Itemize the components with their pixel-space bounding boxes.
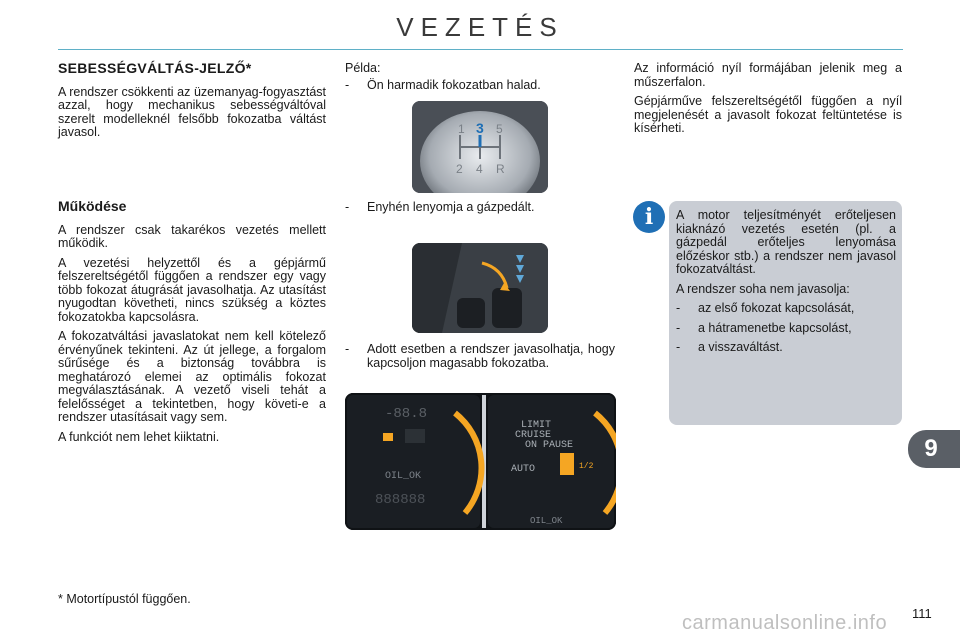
dash-odometer: 888888: [375, 492, 426, 508]
gear-knob-image: [412, 101, 548, 193]
left-column-operation: [58, 200, 326, 450]
chapter-tab[interactable]: [908, 430, 960, 468]
gear-digit: 4: [476, 162, 483, 176]
gear-digit-active: 3: [476, 120, 484, 136]
watermark: carmanualsonline.info: [682, 612, 888, 634]
body-paragraph: A rendszer csak takarékos vezetés mellett működik.: [58, 222, 326, 250]
body-paragraph: Az információ nyíl formájában jelenik meg a műszerfalon.: [634, 61, 902, 89]
info-icon: i: [633, 201, 665, 233]
dash-readout: -88.8: [385, 406, 428, 422]
body-paragraph: A vezetési helyzettől és a gépjármű felszereltségétől függően a rendszer egy vagy több fokozat átugrását javasolhatja. Az utasítást nyugodtan követheti, nincs szükség a köztes fokozatokba kapcsolásra.: [58, 255, 326, 324]
info-list-item: - a hátramenetbe kapcsolást,: [676, 320, 852, 335]
step3-block: [345, 343, 615, 370]
left-column: [58, 62, 326, 146]
body-paragraph: Gépjárműve felszereltségétől függően a nyíl megjelenését a javasolt fokozat feltüntetése is kísérheti.: [634, 94, 902, 135]
header-divider: [58, 49, 903, 50]
step-text: Enyhén lenyomja a gázpedált.: [367, 200, 535, 214]
page-title: VEZETÉS: [396, 12, 564, 42]
dash-oil-status: OIL_OK: [385, 471, 422, 482]
dash-auto: AUTO: [511, 464, 536, 475]
step-item: - Enyhén lenyomja a gázpedált.: [345, 201, 615, 215]
info-list-item: - a visszaváltást.: [676, 340, 783, 354]
dash-cruise: CRUISE: [515, 430, 552, 441]
info-text: [676, 209, 896, 355]
dash-limit: LIMIT: [521, 420, 552, 431]
info-list-item: - az első fokozat kapcsolását,: [676, 301, 855, 315]
page-number: 111: [912, 606, 932, 621]
step2-block: [345, 201, 615, 215]
section-title: SEBESSÉGVÁLTÁS-JELZŐ*: [58, 60, 252, 76]
info-paragraph: A rendszer soha nem javasolja:: [676, 281, 850, 296]
step-item: - Ön harmadik fokozatban halad.: [345, 79, 615, 93]
dash-on-pause: ON PAUSE: [525, 440, 574, 451]
dash-half: 1/2: [579, 462, 594, 471]
subsection-title: Működése: [58, 198, 127, 214]
example-block: [345, 62, 615, 92]
chapter-number: 9: [924, 435, 938, 462]
right-column: [634, 62, 902, 142]
example-label: Példa:: [345, 61, 381, 75]
step-item: - Adott esetben a rendszer javasolhatja, hogy kapcsoljon magasabb fokozatba.: [345, 342, 615, 370]
footnote: * Motortípustól függően.: [58, 592, 191, 606]
gear-digit: 2: [456, 162, 463, 176]
intro-paragraph: A rendszer csökkenti az üzemanyag-fogyasztást azzal, hogy mechanikus sebességváltóval szerelt modelleknél felsőbb fokozatba váltást javasol.: [58, 84, 326, 139]
step-text: Ön harmadik fokozatban halad.: [367, 77, 541, 92]
gear-digit: 1: [458, 122, 465, 136]
body-paragraph: A fokozatváltási javaslatokat nem kell kötelező érvényűnek tekinteni. Az út jellege, a forgalom sűrűsége és a biztonság továbbra is meghatározó elemei az optimális fokozat megválasztásának. A vezető viseli tehát a felelősséget a tekintetben, hogy követi-e a rendszer utasításait vagy sem.: [58, 329, 326, 424]
body-paragraph: A funkciót nem lehet kiiktatni.: [58, 429, 220, 444]
info-paragraph: A motor teljesítményét erőteljesen kiaknázó vezetés esetén (pl. a gázpedál erőteljes lenyomása előzéskor stb.) a rendszer nem javasol fokozatváltást.: [676, 208, 896, 276]
gear-digit: R: [496, 162, 505, 176]
step-text: Adott esetben a rendszer javasolhatja, hogy kapcsoljon magasabb fokozatba.: [367, 342, 615, 370]
instrument-cluster-image: [345, 393, 616, 530]
dash-oil-status-right: OIL_OK: [530, 516, 563, 526]
pedal-image: [412, 243, 548, 333]
gear-digit: 5: [496, 122, 503, 136]
